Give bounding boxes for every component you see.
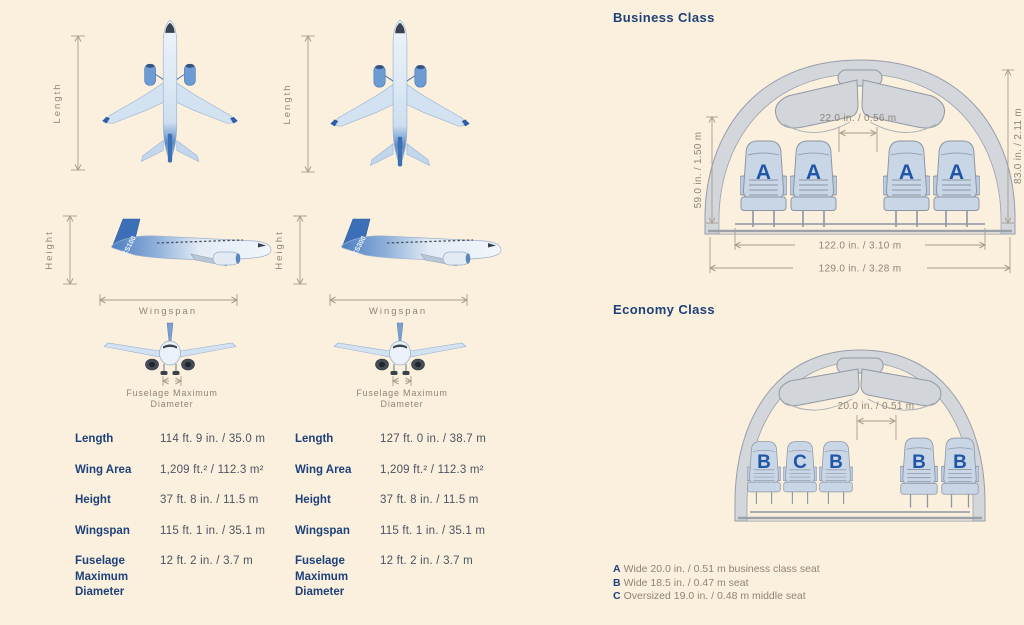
- cs300-front-view-illustration: [334, 323, 466, 375]
- cs100-top-view-illustration: [102, 20, 238, 162]
- aisle-width-value: 22.0 in. / 0.56 m: [819, 113, 897, 124]
- aircraft-views-diagram: [0, 0, 540, 420]
- legend-key: C: [613, 590, 621, 602]
- legend-key: A: [613, 563, 621, 575]
- seat-height-value: 59.0 in. / 1.50 m: [693, 131, 704, 209]
- spec-value: 12 ft. 2 in. / 3.7 m: [380, 555, 473, 567]
- fuselage-label-line1: Fuselage Maximum: [356, 388, 448, 398]
- table-row: [75, 432, 295, 448]
- seat-letter: B: [912, 452, 926, 473]
- cs300-wingspan-dimension: [330, 294, 467, 317]
- cs300-tail-marking: CS300: [351, 235, 368, 258]
- spec-value: 115 ft. 1 in. / 35.1 m: [380, 524, 486, 537]
- seat-letter: B: [829, 452, 843, 473]
- spec-value: 114 ft. 9 in. / 35.0 m: [160, 433, 266, 445]
- fuselage-label-line2: Diameter: [150, 399, 194, 409]
- cs300-fuselage-dimension: [356, 376, 447, 409]
- table-row: [295, 432, 515, 448]
- wingspan-label: Wingspan: [138, 306, 198, 317]
- legend-item: [613, 590, 820, 604]
- length-label: Length: [282, 83, 293, 125]
- spec-value: 115 ft. 1 in. / 35.1 m: [160, 524, 266, 537]
- economy-class-title: Economy Class: [613, 302, 716, 317]
- height-label: Height: [44, 230, 55, 270]
- wingspan-label: Wingspan: [368, 306, 428, 317]
- business-class-title: Business Class: [613, 10, 715, 25]
- seat-letter: C: [793, 452, 807, 473]
- spec-value: 1,209 ft.² / 112.3 m²: [160, 463, 264, 476]
- cs100-height-dimension: [44, 216, 77, 284]
- table-row: [75, 524, 295, 540]
- spec-label: Height: [295, 494, 331, 506]
- legend-item: [613, 577, 820, 591]
- spec-label: Height: [75, 494, 111, 506]
- cs300-height-dimension: [274, 216, 307, 284]
- economy-class-cross-section: [690, 335, 1024, 550]
- table-row: [75, 493, 295, 509]
- cs100-spec-table: [75, 432, 295, 616]
- seat-letter: B: [953, 452, 967, 473]
- table-row: [295, 554, 515, 601]
- spec-label: Length: [75, 433, 114, 445]
- fuselage-label-line1: Fuselage Maximum: [126, 388, 218, 398]
- seat-letter: A: [948, 161, 965, 184]
- cabin-width-value: 122.0 in. / 3.10 m: [818, 240, 902, 252]
- cs300-top-view-illustration: [330, 20, 469, 166]
- legend-key: B: [613, 576, 621, 589]
- cs100-front-view-illustration: [104, 323, 236, 375]
- seat-letter: A: [755, 161, 772, 184]
- cs300-length-dimension: [282, 36, 315, 172]
- spec-value: 37 ft. 8 in. / 11.5 m: [380, 494, 479, 506]
- legend-text: Wide 20.0 in. / 0.51 m business class seat: [623, 563, 820, 575]
- business-class-cross-section: [690, 48, 1024, 300]
- spec-value: 1,209 ft.² / 112.3 m²: [380, 463, 484, 476]
- spec-label: Wingspan: [295, 524, 350, 537]
- cs300-spec-table: [295, 432, 515, 616]
- spec-value: 127 ft. 0 in. / 38.7 m: [380, 433, 487, 445]
- aisle-width-value: 20.0 in. / 0.51 m: [837, 401, 915, 412]
- ceiling-console: [837, 358, 883, 373]
- cs100-tail-marking: CS100: [121, 235, 138, 258]
- table-row: [75, 463, 295, 479]
- fuselage-width-value: 129.0 in. / 3.28 m: [818, 263, 902, 275]
- spec-label: Fuselage Maximum Diameter: [295, 555, 349, 598]
- legend-text: Oversized 19.0 in. / 0.48 m middle seat: [623, 590, 806, 602]
- table-row: [295, 463, 515, 479]
- cs100-length-dimension: [52, 36, 85, 170]
- fuselage-label-line2: Diameter: [380, 399, 424, 409]
- spec-value: 37 ft. 8 in. / 11.5 m: [160, 494, 259, 506]
- table-row: [75, 554, 295, 601]
- legend-text: Wide 18.5 in. / 0.47 m seat: [623, 576, 749, 589]
- seat-legend: [613, 563, 820, 604]
- length-label: Length: [52, 82, 63, 124]
- height-label: Height: [274, 230, 285, 270]
- cs100-fuselage-dimension: [126, 376, 217, 409]
- seat-letter: B: [757, 452, 771, 473]
- spec-label: Wing Area: [295, 463, 352, 476]
- seat-letter: A: [898, 161, 915, 184]
- cs100-wingspan-dimension: [100, 294, 237, 317]
- cabin-height-value: 83.0 in. / 2.11 m: [1013, 107, 1024, 185]
- seat-letter: A: [805, 161, 822, 184]
- spec-label: Wingspan: [75, 524, 130, 537]
- spec-label: Wing Area: [75, 463, 132, 476]
- table-row: [295, 493, 515, 509]
- spec-label: Length: [295, 433, 334, 445]
- table-row: [295, 524, 515, 540]
- legend-item: [613, 563, 820, 577]
- spec-label: Fuselage Maximum Diameter: [75, 555, 129, 598]
- spec-value: 12 ft. 2 in. / 3.7 m: [160, 555, 253, 567]
